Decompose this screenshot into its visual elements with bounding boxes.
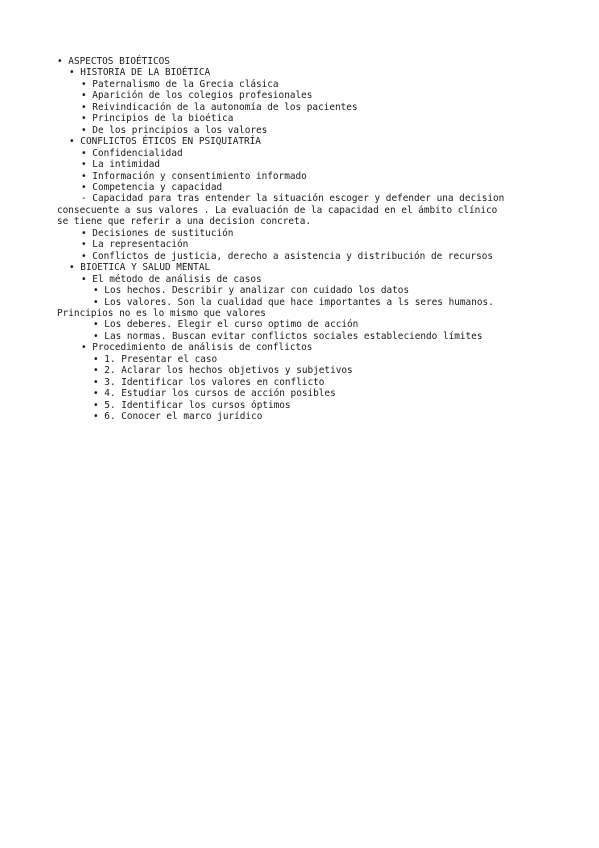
list-item: [57, 113, 557, 124]
bullet-icon: •: [81, 170, 87, 182]
bullet-icon: •: [81, 273, 87, 285]
list-item-text: 1. Presentar el caso: [104, 353, 218, 365]
bullet-icon: •: [93, 376, 99, 388]
list-item-text: Información y consentimiento informado: [92, 170, 307, 182]
bullet-icon: •: [81, 227, 87, 239]
bullet-icon: •: [81, 181, 87, 193]
section-title: CONFLICTOS ÉTICOS EN PSIQUIATRÍA: [80, 136, 261, 148]
list-item-text: De los principios a los valores: [92, 124, 268, 136]
bullet-icon: •: [81, 159, 87, 171]
list-item-text: 2. Aclarar los hechos objetivos y subjetivos: [104, 365, 353, 377]
list-item: [57, 148, 557, 159]
bullet-icon: •: [57, 56, 63, 67]
subsection-heading-metodo: [57, 274, 557, 285]
list-item: [57, 90, 557, 101]
bullet-icon: •: [93, 365, 99, 377]
list-item-text: Aparición de los colegios profesionales: [92, 90, 313, 102]
document-page: [57, 56, 557, 423]
list-item: [57, 400, 557, 411]
list-item-text: 5. Identificar los cursos óptimos: [104, 399, 291, 411]
list-item-text: Reivindicación de la autonomía de los pacientes: [92, 101, 358, 113]
bullet-icon: •: [93, 285, 99, 297]
section-title: HISTORIA DE LA BIOÉTICA: [80, 67, 211, 79]
list-item-text: Las normas. Buscan evitar conflictos sociales estableciendo límites: [104, 330, 483, 342]
bullet-icon: •: [69, 262, 75, 274]
list-item: [57, 319, 557, 330]
bullet-icon: •: [81, 124, 87, 136]
section-title: BIOETICA Y SALUD MENTAL: [80, 262, 211, 274]
bullet-icon: •: [81, 147, 87, 159]
bullet-icon: •: [81, 250, 87, 262]
list-item-text: 3. Identificar los valores en conflicto: [104, 376, 325, 388]
list-item: [57, 125, 557, 136]
list-item-text: Competencia y capacidad: [92, 181, 223, 193]
list-item-text: Confidencialidad: [92, 147, 183, 159]
list-item: [57, 102, 557, 113]
bullet-icon: •: [93, 388, 99, 400]
bullet-icon: •: [81, 239, 87, 251]
list-item: [57, 228, 557, 239]
list-item: [57, 411, 557, 422]
outline-item-root: [57, 56, 557, 67]
bullet-icon: •: [93, 399, 99, 411]
paragraph-continuation: consecuente a sus valores . La evaluación de la capacidad en el ámbito clínico: [57, 204, 498, 216]
bullet-icon: •: [69, 67, 75, 79]
outline-root-text: ASPECTOS BIOÉTICOS: [68, 56, 170, 67]
dash-icon: -: [81, 193, 87, 205]
bullet-icon: •: [69, 136, 75, 148]
subsection-title: El método de análisis de casos: [92, 273, 262, 285]
list-item-text: La intimidad: [92, 159, 161, 171]
list-item: [57, 251, 557, 262]
section-heading-bioetica: [57, 262, 557, 273]
paragraph-continuation: se tiene que referir a una decision concreta.: [57, 216, 311, 228]
list-item-text: 6. Conocer el marco jurídico: [104, 411, 263, 423]
subsection-title: Procedimiento de análisis de conflictos: [92, 342, 313, 354]
bullet-icon: •: [81, 90, 87, 102]
section-heading-historia: [57, 67, 557, 78]
list-item: [57, 297, 557, 308]
list-item: [57, 354, 557, 365]
list-item-text: Principios de la bioética: [92, 113, 234, 125]
list-item-text: Los deberes. Elegir el curso optimo de acción: [104, 319, 359, 331]
list-item: [57, 182, 557, 193]
list-item: [57, 159, 557, 170]
list-item: [57, 388, 557, 399]
list-item: [57, 79, 557, 90]
list-item-text: Conflictos de justicia, derecho a asistencia y distribución de recursos: [92, 250, 494, 262]
list-item-text: Los hechos. Describir y analizar con cuidado los datos: [104, 285, 410, 297]
list-item-text: La representación: [92, 239, 189, 251]
list-item: [57, 239, 557, 250]
list-item-text: Los valores. Son la cualidad que hace importantes a ls seres humanos.: [104, 296, 494, 308]
bullet-icon: •: [93, 411, 99, 423]
section-heading-conflictos: [57, 136, 557, 147]
bullet-icon: •: [81, 101, 87, 113]
bullet-icon: •: [93, 353, 99, 365]
bullet-icon: •: [93, 319, 99, 331]
list-item: [57, 365, 557, 376]
list-item: [57, 171, 557, 182]
paragraph-line: Capacidad para tras entender la situación escoger y defender una decision: [92, 193, 505, 205]
bullet-icon: •: [81, 342, 87, 354]
paragraph-continuation: Principios no es lo mismo que valores: [57, 307, 266, 319]
list-item: [57, 331, 557, 342]
list-item: [57, 285, 557, 296]
bullet-icon: •: [93, 296, 99, 308]
list-item: [57, 377, 557, 388]
list-item-text: 4. Estudiar los cursos de acción posibles: [104, 388, 336, 400]
bullet-icon: •: [81, 78, 87, 90]
list-item-text: Decisiones de sustitución: [92, 227, 234, 239]
dash-paragraph-capacidad: [57, 193, 557, 204]
subsection-heading-procedimiento: [57, 342, 557, 353]
bullet-icon: •: [93, 330, 99, 342]
list-item-text: Paternalismo de la Grecia clásica: [92, 78, 279, 90]
bullet-icon: •: [81, 113, 87, 125]
